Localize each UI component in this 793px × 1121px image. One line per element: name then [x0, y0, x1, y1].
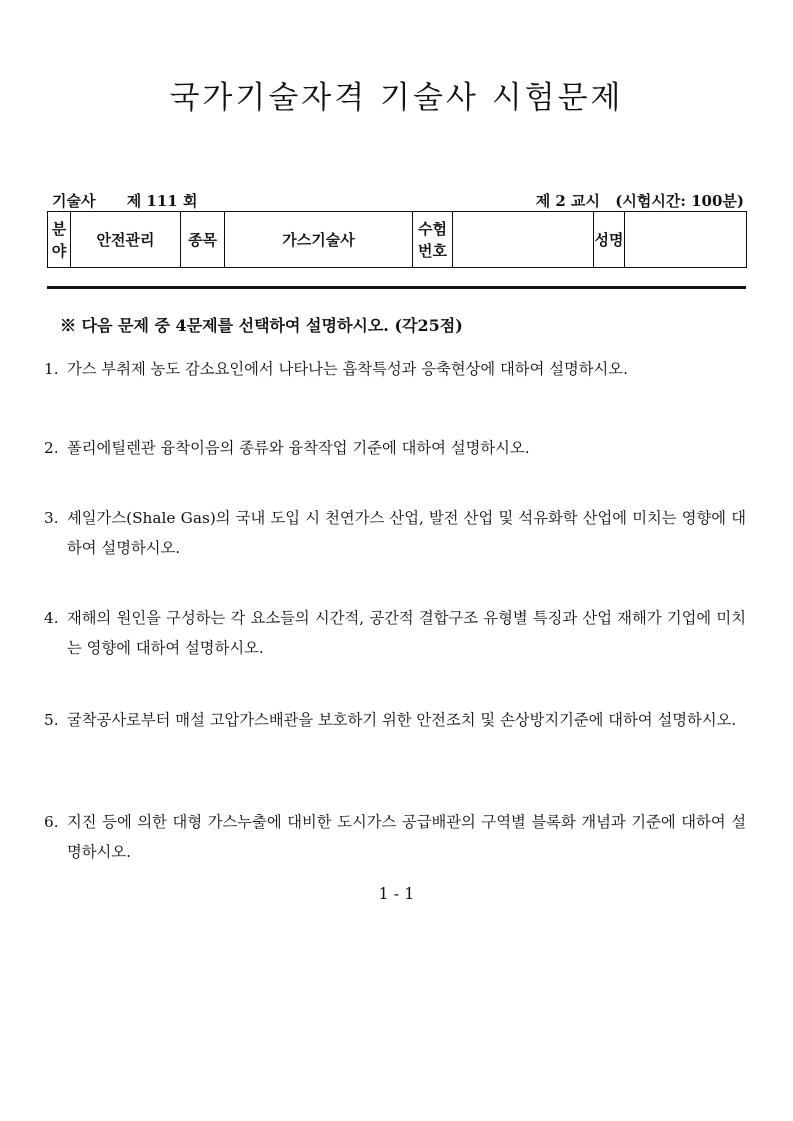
question-text: 굴착공사로부터 매설 고압가스배관을 보호하기 위한 안전조치 및 손상방지기준에 대하여 설명하시오.	[67, 711, 737, 729]
field-value: 안전관리	[71, 212, 181, 268]
session-label: 제 2 교시	[535, 192, 601, 210]
exam-number-label: 수험번호	[413, 212, 453, 268]
page-number: 1 - 1	[378, 884, 415, 903]
question-text: 셰일가스(Shale Gas)의 국내 도입 시 천연가스 산업, 발전 산업 및 석유화학 산업에 미치는 영향에 대하여 설명하시오.	[67, 509, 746, 557]
question-number: 1.	[44, 360, 59, 378]
question-item	[44, 705, 746, 807]
name-label: 성명	[594, 212, 625, 268]
duration-label: (시험시간: 100분)	[615, 192, 744, 210]
question-item	[44, 503, 746, 603]
grade-label: 기술사	[52, 192, 96, 210]
question-text: 재해의 원인을 구성하는 각 요소들의 시간적, 공간적 결합구조 유형별 특징과 산업 재해가 기업에 미치는 영향에 대하여 설명하시오.	[67, 609, 746, 657]
exam-number-field[interactable]	[453, 212, 594, 268]
category-value: 가스기술사	[225, 212, 413, 268]
category-label: 종목	[181, 212, 225, 268]
question-number: 5.	[44, 711, 59, 729]
question-number: 3.	[44, 509, 59, 527]
field-label: 분야	[48, 212, 71, 268]
question-number: 4.	[44, 609, 59, 627]
question-item	[44, 603, 746, 705]
question-text: 폴리에틸렌관 융착이음의 종류와 융착작업 기준에 대하여 설명하시오.	[67, 439, 530, 457]
question-number: 6.	[44, 813, 59, 831]
exam-info-table	[47, 211, 747, 268]
exam-title: 국가기술자격 기술사 시험문제	[169, 80, 624, 116]
question-text: 가스 부취제 농도 감소요인에서 나타나는 흡착특성과 응축현상에 대하여 설명하시오.	[67, 360, 628, 378]
divider	[47, 286, 746, 289]
question-text: 지진 등에 의한 대형 가스누출에 대비한 도시가스 공급배관의 구역별 블록화 개념과 기준에 대하여 설명하시오.	[67, 813, 746, 861]
name-field[interactable]	[625, 212, 747, 268]
question-item	[44, 433, 746, 503]
exam-meta	[52, 190, 744, 210]
instruction: ※ 다음 문제 중 4문제를 선택하여 설명하시오. (각25점)	[60, 316, 463, 335]
question-list	[44, 354, 746, 877]
round-label: 제 111 회	[126, 192, 198, 210]
question-item	[44, 354, 746, 433]
question-item	[44, 807, 746, 877]
question-number: 2.	[44, 439, 59, 457]
